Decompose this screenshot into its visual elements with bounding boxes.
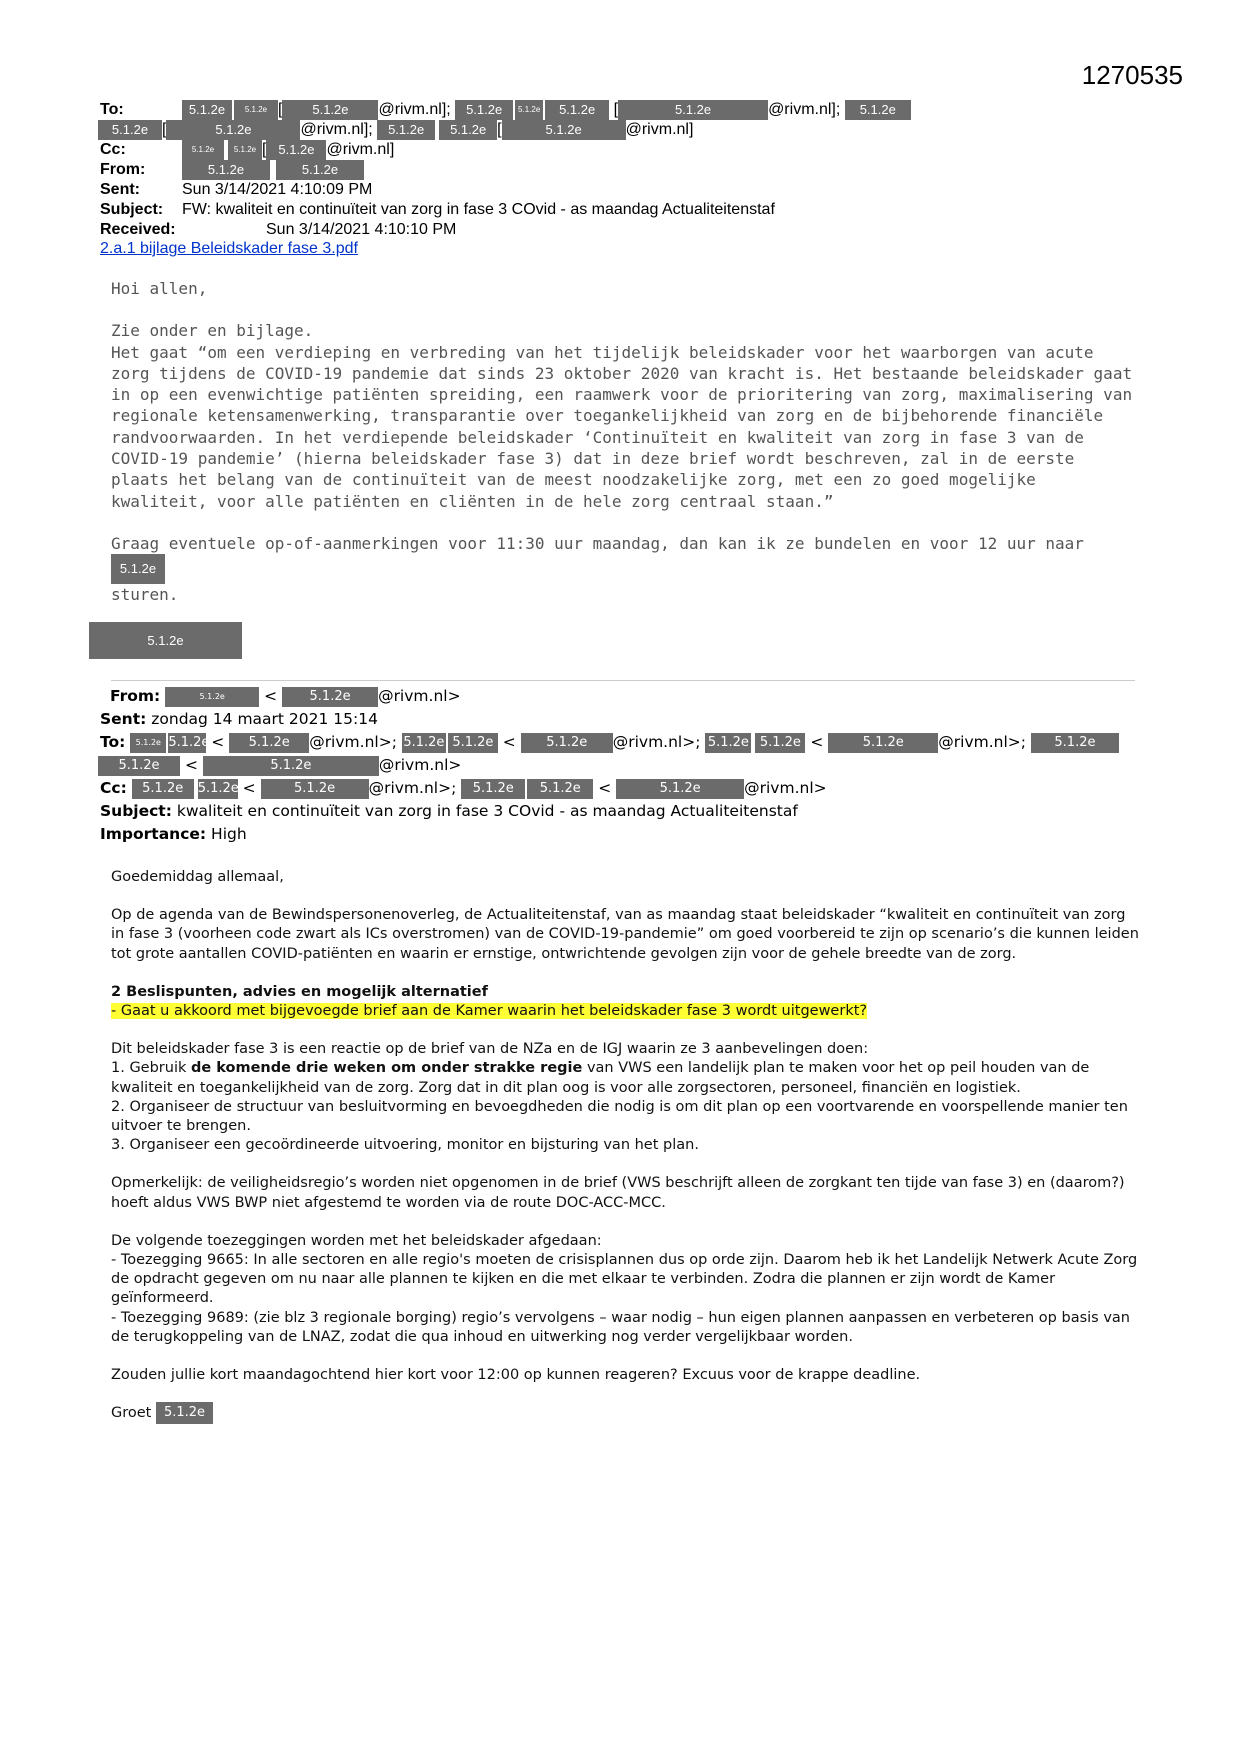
request-paragraph: Graag eventuele op-of-aanmerkingen voor 11:30 uur maandag, dan kan ik ze bundelen en voor 12 uur naar 5.1.2e sturen. [111,533,1084,605]
redaction: 5.1.2e [166,120,300,140]
pledges-intro: De volgende toezeggingen worden met het beleidskader afgedaan: [111,1232,602,1249]
to-line-continued: 5.1.2e [ 5.1.2e @rivm.nl]; 5.1.2e 5.1.2e [ 5.1.2e @rivm.nl] [98,120,693,140]
signature-redaction: 5.1.2e [89,622,242,659]
redaction: 5.1.2e [229,733,309,753]
received-label: Received: [100,221,176,238]
received-value: Sun 3/14/2021 4:10:10 PM [266,221,457,238]
recommendation-3: 3. Organiseer een gecoördineerde uitvoering, monitor en bijsturing van het plan. [111,1137,699,1154]
message-body-2 [111,868,1141,1424]
signature-redaction: 5.1.2e [156,1402,213,1424]
redaction: 5.1.2e [182,140,224,160]
redaction: 5.1.2e [705,733,751,753]
redaction: 5.1.2e [1031,733,1119,753]
fwd-importance-line: Importance: High [100,825,247,843]
email-domain: @rivm.nl [300,121,364,139]
redaction: 5.1.2e [515,100,543,120]
redaction: 5.1.2e [198,779,238,799]
redaction: 5.1.2e [130,733,166,753]
divider [111,680,1135,681]
sent-label: Sent: [100,181,140,198]
redaction: 5.1.2e [527,779,593,799]
highlighted-question: - Gaat u akkoord met bijgevoegde brief aan de Kamer waarin het beleidskader fase 3 wordt uitgewerkt? [111,1003,868,1020]
fwd-to-line-continued: 5.1.2e < 5.1.2e @rivm.nl> [98,755,461,776]
from-line [100,160,364,180]
email-domain: @rivm.nl [768,101,832,119]
subject-line [100,200,775,220]
redaction: 5.1.2e [266,140,326,160]
redaction: 5.1.2e [402,733,446,753]
sent-value: Sun 3/14/2021 4:10:09 PM [182,181,373,198]
redaction: 5.1.2e [845,100,911,120]
to-label: To: [100,101,124,119]
thanks [111,627,1141,648]
redaction: 5.1.2e [228,140,262,160]
pledge-2: - Toezegging 9689: (zie blz 3 regionale borging) regio’s vervolgens – waar nodig – hun eigen plannen aanpassen en verbeteren op basis van de terugkoppeling van de LNAZ, zodat die qua inhoud en uitwerking nog verder vergelijkbaar worden. [111,1309,1130,1345]
fwd-sent-line: Sent: zondag 14 maart 2021 15:14 [100,710,378,728]
redaction: 5.1.2e [616,779,744,799]
redaction: 5.1.2e [234,100,278,120]
closing-line: Zouden jullie kort maandagochtend hier kort voor 12:00 op kunnen reageren? Excuus voor de krappe deadline. [111,1367,921,1384]
pledge-1: - Toezegging 9665: In alle sectoren en alle regio's moeten de crisisplannen dus op orde zijn. Daarom heb ik het Landelijk Netwerk Acute Zorg de opdracht gegeven om nu naar alle plannen te kijken en die met elkaar te verbinden. Zodra die plannen er zijn wordt de Kamer geïnformeerd. [111,1252,1138,1307]
document-id: 1270535 [1081,60,1183,90]
redaction: 5.1.2e [828,733,938,753]
recommendation-1: 1. Gebruik de komende drie weken om onder strakke regie van VWS een landelijk plan te maken voor het op peil houden van de kwaliteit en toegankelijkheid van de zorg. Zorg dat in dit plan oog is voor alle zorgsectoren, personeel, financiën en logistiek. [111,1060,1090,1096]
redaction: 5.1.2e [132,779,194,799]
regards-line: Groet 5.1.2e [111,1402,1141,1424]
recommendation-2: 2. Organiseer de structuur van besluitvorming en bevoegdheden die nodig is om dit plan op een voortvarende en voorspellende manier ten uitvoer te brengen. [111,1098,1128,1135]
redaction: 5.1.2e [282,687,378,707]
sent-line [100,180,372,200]
fwd-subject-line: Subject: kwaliteit en continuïteit van zorg in fase 3 COvid - as maandag Actualiteitenstaf [100,802,798,820]
redaction: 5.1.2e [618,100,768,120]
redaction: 5.1.2e [377,120,435,140]
greeting: Goedemiddag allemaal, [111,869,284,885]
email-domain: @rivm.nl [625,121,689,139]
redaction: 5.1.2e [461,779,525,799]
redaction: 5.1.2e [261,779,369,799]
fwd-from-line: From: 5.1.2e < 5.1.2e @rivm.nl> [110,687,461,705]
fwd-cc-line: Cc: 5.1.2e 5.1.2e < 5.1.2e @rivm.nl>; 5.1.2e 5.1.2e < 5.1.2e @rivm.nl> [100,779,827,797]
subject-value: FW: kwaliteit en continuïteit van zorg in fase 3 COvid - as maandag Actualiteitenstaf [182,201,775,218]
fwd-to-line: To: 5.1.2e 5.1.2e < 5.1.2e @rivm.nl>; 5.1.2e 5.1.2e < 5.1.2e @rivm.nl>; 5.1.2e 5.1.2e < 5.1.2e @rivm.nl>; 5.1.2e [100,732,1119,753]
to-line: To: 5.1.2e 5.1.2e [ 5.1.2e @rivm.nl]; 5.1.2e 5.1.2e 5.1.2e [ 5.1.2e @rivm.nl]; 5.1.2e [100,100,911,120]
message-body-1 [111,278,1141,648]
greeting: Hoi allen, [111,279,208,298]
redaction: 5.1.2e [111,554,165,584]
from-label: From: [100,161,146,179]
redaction: 5.1.2e [168,733,206,753]
redaction: 5.1.2e [521,733,613,753]
redaction: 5.1.2e [182,100,232,120]
redaction: 5.1.2e [545,100,609,120]
redaction: 5.1.2e [203,756,379,776]
cc-label: Cc: [100,141,126,159]
redaction: 5.1.2e [448,733,498,753]
received-line [100,220,456,240]
redaction: 5.1.2e [165,687,259,707]
remark-paragraph: Opmerkelijk: de veiligheidsregio’s worden niet opgenomen in de brief (VWS beschrijft alleen de zorgkant ten tijde van fase 3) en (daarom?) hoeft aldus VWS BWP niet afgestemd te worden via de route DOC-ACC-MCC. [111,1175,1125,1211]
intro-paragraph: Op de agenda van de Bewindspersonenoverleg, de Actualiteitenstaf, van as maandag staat beleidskader “kwaliteit en continuïteit van zorg in fase 3 (voorheen code zwart als ICs overstromen) van de COVID-19-pandemie” om goed voorbereid te zijn op scenario’s die kunnen leiden tot grote aantallen COVID-patiënten en waarin er ernstige, ontwrichtende gevolgen zijn voor de gehele breedte van de zorg. [111,907,1139,962]
section-title: 2 Beslispunten, advies en mogelijk alternatief [111,983,488,1000]
redaction: 5.1.2e [282,100,378,120]
email-domain: @rivm.nl [326,141,390,159]
quoted-paragraph: Het gaat “om een verdieping en verbreding van het tijdelijk beleidskader voor het waarborgen van acute zorg tijdens de COVID-19 pandemie dat sinds 23 oktober 2020 van kracht is. Het bestaande beleidskader gaat in op een evenwichtige patiënten spreiding, een raamwerk voor de prioritering van zorg, maximalisering van regionale ketensamenwerking, transparantie over toegankelijkheid van zorg en de bijbehorende financiële randvoorwaarden. In het verdiepende beleidskader ‘Continuïteit en kwaliteit van zorg in fase 3 van de COVID-19 pandemie’ (hierna beleidskader fase 3) dat in deze brief wordt beschreven, zal in de eerste plaats het belang van de continuïteit van de meest noodzakelijke zorg, met een zo goed mogelijke kwaliteit, voor alle patiënten en cliënten in de hele zorg centraal staan.” [111,342,1133,511]
redaction: 5.1.2e [755,733,805,753]
email-domain: @rivm.nl [378,101,442,119]
subject-label: Subject: [100,201,164,218]
redaction: 5.1.2e [98,756,180,776]
redaction: 5.1.2e [182,160,270,180]
attachment-link[interactable]: 2.a.1 bijlage Beleidskader fase 3.pdf [100,240,358,257]
reaction-line: Dit beleidskader fase 3 is een reactie op de brief van de NZa en de IGJ waarin ze 3 aanbevelingen doen: [111,1041,869,1058]
cc-line: Cc: 5.1.2e 5.1.2e [ 5.1.2e @rivm.nl] [100,141,395,159]
redaction: 5.1.2e [98,120,162,140]
redaction: 5.1.2e [502,120,626,140]
intro-line: Zie onder en bijlage. [111,321,314,341]
redaction: 5.1.2e [455,100,513,120]
redaction: 5.1.2e [276,160,364,180]
redaction: 5.1.2e [439,120,497,140]
